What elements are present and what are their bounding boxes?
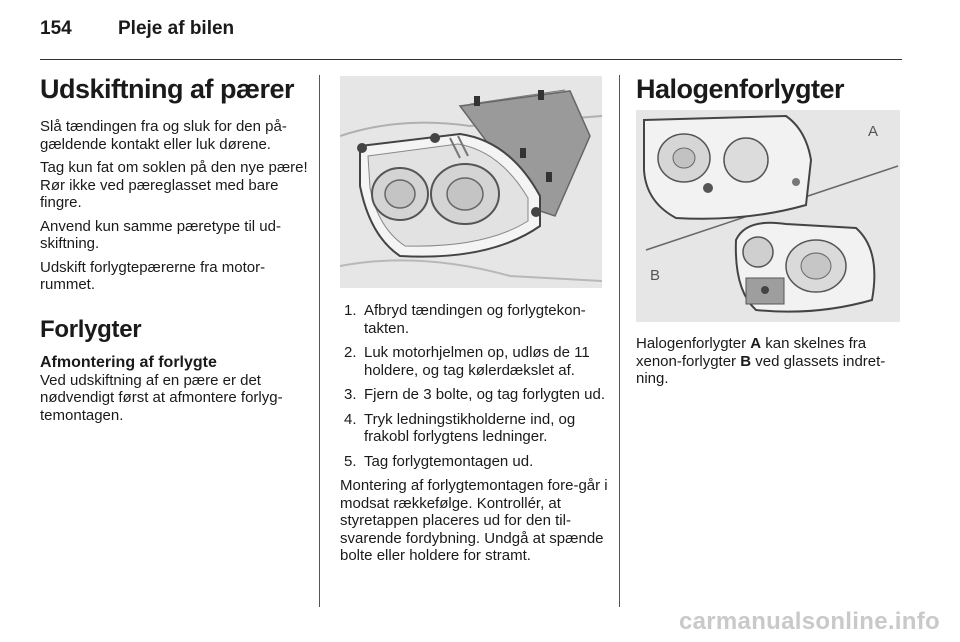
removal-steps	[340, 302, 608, 571]
steps-list	[340, 302, 608, 470]
figure-label-b: B	[650, 267, 661, 284]
column-divider-left	[319, 75, 320, 607]
page-title: Pleje af bilen	[118, 18, 235, 39]
engine-bay-drawing	[340, 76, 602, 288]
figure-label-a: A	[868, 123, 879, 140]
section-heading-headlights: Forlygter	[40, 315, 142, 343]
halogen-vs-xenon-illustration	[636, 110, 900, 322]
section-heading-bulb-replacement: Udskiftning af pærer	[40, 74, 295, 104]
paragraph: Slå tændingen fra og sluk for den på-gældende kontakt eller luk dørene.	[40, 118, 287, 153]
list-item	[340, 411, 608, 446]
headlight-comparison-drawing	[636, 110, 900, 322]
page-header	[40, 18, 902, 58]
paragraph: Udskift forlygtepærerne fra motor-rummet.	[40, 258, 266, 293]
step-text: Afbryd tændingen og forlygtekon-takten.	[364, 302, 586, 337]
step-text: Tryk ledningstikholderne ind, og frakobl forlygtens ledninger.	[364, 410, 576, 445]
column-divider-right	[619, 75, 620, 607]
list-item	[340, 344, 608, 379]
list-item	[340, 453, 608, 471]
subheading-removal: Afmontering af forlygte	[40, 353, 217, 371]
caption-label-a: A	[750, 335, 762, 352]
paragraph: Anvend kun samme pæretype til ud-skiftning.	[40, 217, 281, 252]
mounting-paragraph: Montering af forlygtemontagen fore-går i modsat rækkefølge. Kontrollér, at styretappen placeres ud for den til-svarende fordybning. Undgå at spænde bolte eller holdere for stramt.	[340, 477, 608, 564]
caption-part: Halogenforlygter	[636, 335, 751, 352]
step-number: 4.	[344, 410, 357, 428]
watermark: carmanualsonline.info	[678, 608, 940, 635]
caption-part: ved glassets indret-ning.	[636, 352, 886, 387]
step-number: 3.	[344, 386, 357, 403]
list-item	[340, 386, 608, 404]
step-text: Fjern de 3 bolte, og tag forlygten ud.	[364, 386, 605, 403]
step-number: 1.	[344, 302, 357, 319]
list-item	[340, 302, 608, 337]
page-number: 154	[40, 18, 72, 39]
paragraph: Ved udskiftning af en pære er det nødvendigt først at afmontere forlyg-temontagen.	[40, 371, 283, 424]
caption-part: kan skelnes fra xenon-forlygter	[636, 335, 867, 370]
figure-caption	[636, 335, 904, 394]
caption-text	[636, 335, 904, 388]
step-text: Tag forlygtemontagen ud.	[364, 452, 534, 470]
step-text: Luk motorhjelmen op, udløs de 11 holdere, og tag kølerdækslet af.	[364, 344, 590, 379]
caption-label-b: B	[740, 352, 752, 370]
column-bulb-replacement	[40, 70, 308, 430]
section-heading-halogen: Halogenforlygter	[636, 74, 845, 104]
step-number: 2.	[344, 344, 357, 361]
header-rule	[40, 59, 902, 60]
step-number: 5.	[344, 452, 357, 470]
headlight-removal-illustration	[340, 76, 602, 288]
paragraph: Tag kun fat om soklen på den nye pære! Rør ikke ved pæreglasset med bare fingre.	[40, 159, 308, 211]
